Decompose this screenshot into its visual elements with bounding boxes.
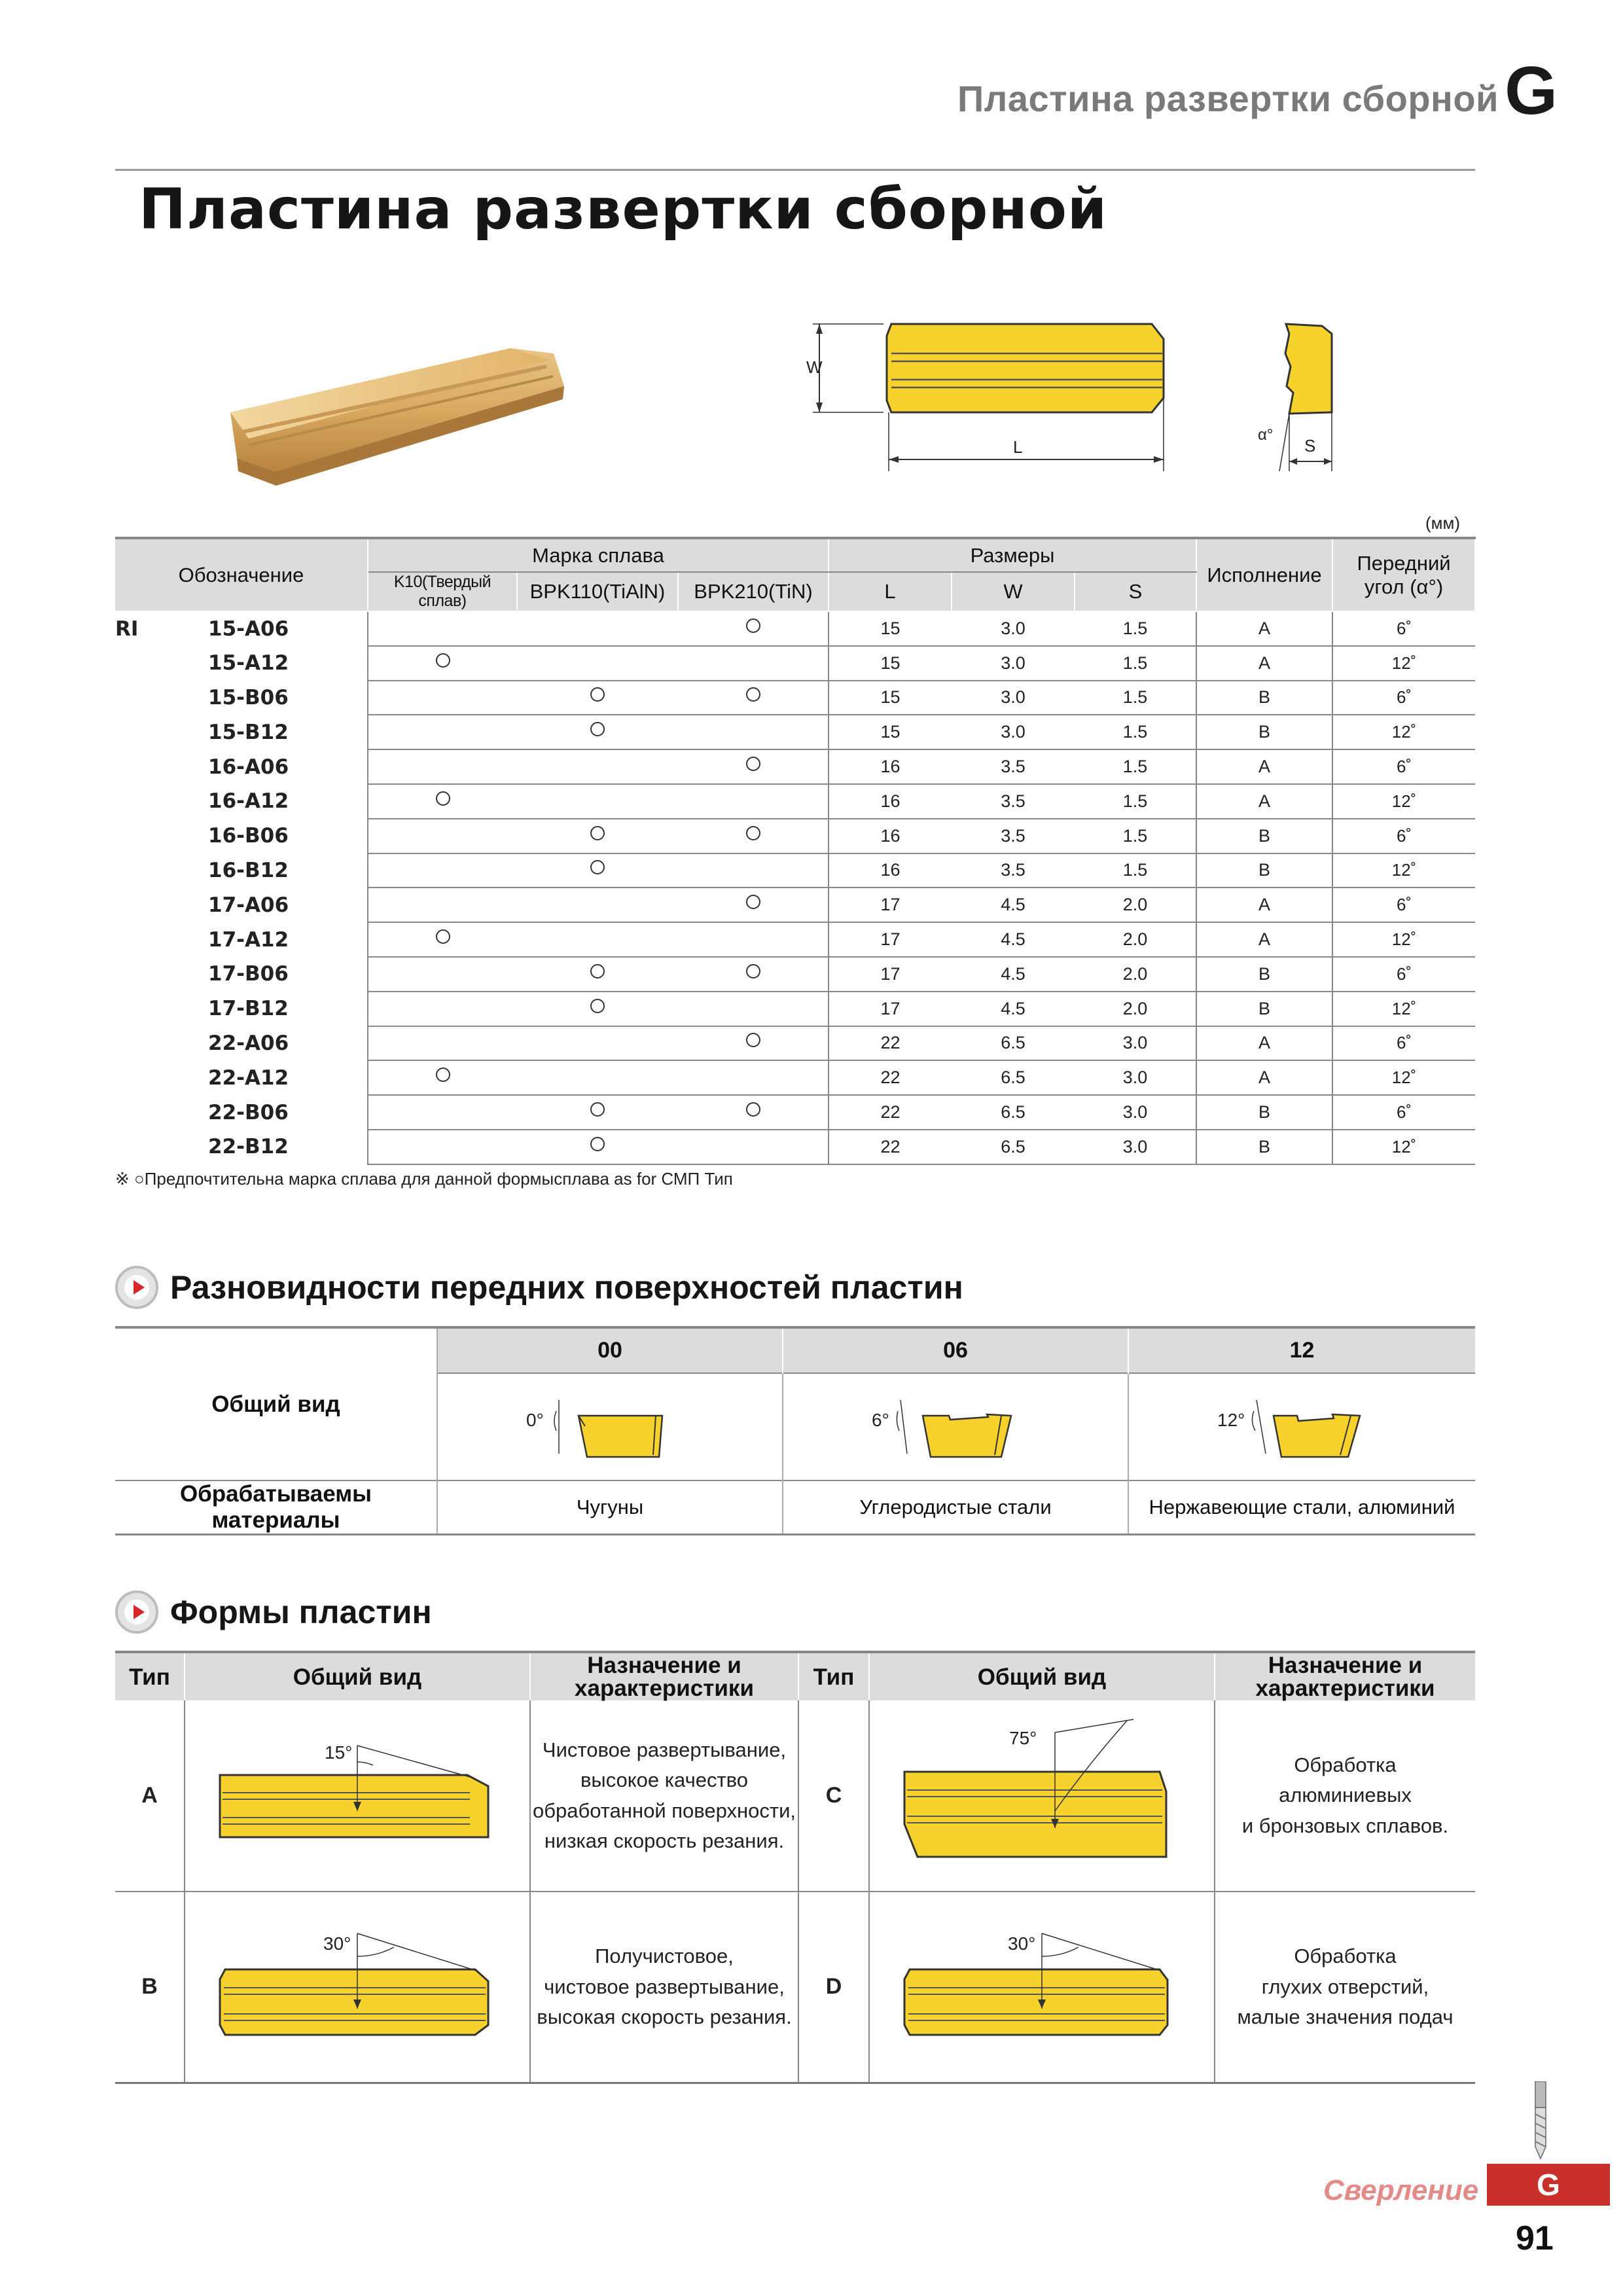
grade-210-cell xyxy=(678,957,829,992)
angle-cell: 6˚ xyxy=(1332,681,1475,715)
l-cell: 22 xyxy=(829,1026,952,1061)
availability-circle-icon xyxy=(590,964,605,978)
angle-cell: 6˚ xyxy=(1332,749,1475,784)
face-code-12: 12 xyxy=(1128,1327,1475,1373)
version-cell: A xyxy=(1196,1060,1332,1095)
play-bullet-icon xyxy=(115,1590,158,1634)
table-row xyxy=(115,853,1475,888)
code-cell: 17-B06 xyxy=(208,962,289,986)
col-w: W xyxy=(952,572,1075,611)
s-cell: 1.5 xyxy=(1075,784,1196,819)
angle-cell: 12˚ xyxy=(1332,922,1475,957)
shape-type-b: B xyxy=(115,1892,185,2083)
version-cell: A xyxy=(1196,888,1332,922)
availability-circle-icon xyxy=(746,687,760,702)
angle-cell: 6˚ xyxy=(1332,1026,1475,1061)
units-label: (мм) xyxy=(1425,513,1461,533)
grade-110-cell xyxy=(517,922,678,957)
shape-drawing-a xyxy=(185,1700,530,1892)
alpha-label: α° xyxy=(1258,426,1274,444)
grade-k10-cell xyxy=(368,784,517,819)
series-prefix: RI xyxy=(115,617,139,641)
l-cell: 17 xyxy=(829,992,952,1026)
svg-text:15°: 15° xyxy=(325,1742,353,1763)
availability-circle-icon xyxy=(746,757,760,771)
grade-110-cell xyxy=(517,957,678,992)
table-row xyxy=(115,1095,1475,1130)
col-s: S xyxy=(1075,572,1196,611)
grade-k10-cell xyxy=(368,853,517,888)
w-cell: 4.5 xyxy=(952,888,1075,922)
grade-k10-cell xyxy=(368,715,517,749)
version-cell: B xyxy=(1196,715,1332,749)
code-cell: 15-A12 xyxy=(208,651,289,675)
table-row xyxy=(115,819,1475,853)
availability-circle-icon xyxy=(746,826,760,840)
svg-text:30°: 30° xyxy=(323,1933,351,1954)
s-cell: 2.0 xyxy=(1075,922,1196,957)
table-row xyxy=(115,611,1475,646)
angle-cell: 12˚ xyxy=(1332,992,1475,1026)
grade-110-cell xyxy=(517,819,678,853)
shapes-section-heading xyxy=(115,1590,432,1634)
table-row xyxy=(115,922,1475,957)
face-drawing-12 xyxy=(1128,1373,1475,1480)
material-12: Нержавеющие стали, алюминий xyxy=(1128,1480,1475,1535)
header-divider xyxy=(115,169,1475,171)
code-cell: 16-A12 xyxy=(208,789,289,814)
s-label: S xyxy=(1304,436,1316,456)
availability-circle-icon xyxy=(746,1033,760,1047)
col-designation: Обозначение xyxy=(115,538,368,611)
grade-k10-cell xyxy=(368,1130,517,1164)
shapes-section-title: Формы пластин xyxy=(170,1594,432,1630)
s-cell: 3.0 xyxy=(1075,1026,1196,1061)
w-cell: 3.5 xyxy=(952,784,1075,819)
availability-circle-icon xyxy=(590,1137,605,1151)
grade-k10-cell xyxy=(368,1095,517,1130)
availability-circle-icon xyxy=(746,964,760,978)
svg-text:0°: 0° xyxy=(526,1410,544,1430)
grade-210-cell xyxy=(678,1095,829,1130)
version-cell: A xyxy=(1196,922,1332,957)
grade-210-cell xyxy=(678,611,829,646)
col-size-group: Размеры xyxy=(829,538,1196,572)
w-cell: 3.0 xyxy=(952,646,1075,681)
w-cell: 3.5 xyxy=(952,749,1075,784)
grade-210-cell xyxy=(678,1060,829,1095)
s-cell: 2.0 xyxy=(1075,957,1196,992)
angle-cell: 12˚ xyxy=(1332,1130,1475,1164)
s-cell: 1.5 xyxy=(1075,853,1196,888)
w-cell: 6.5 xyxy=(952,1095,1075,1130)
shape-drawing-c xyxy=(869,1700,1215,1892)
s-cell: 3.0 xyxy=(1075,1130,1196,1164)
table-row xyxy=(115,1130,1475,1164)
l-cell: 17 xyxy=(829,922,952,957)
insert-side-view-drawing xyxy=(1250,314,1348,478)
purpose-line: Чистовое развертывание, xyxy=(542,1738,787,1761)
angle-cell: 12˚ xyxy=(1332,1060,1475,1095)
grade-110-cell xyxy=(517,715,678,749)
l-cell: 15 xyxy=(829,715,952,749)
col-version: Исполнение xyxy=(1196,538,1332,611)
s-cell: 1.5 xyxy=(1075,611,1196,646)
grade-110-cell xyxy=(517,888,678,922)
shape-type-a: A xyxy=(115,1700,185,1892)
grade-k10-cell xyxy=(368,992,517,1026)
insert-photo xyxy=(223,340,576,497)
col-purpose-left: Назначение и характеристики xyxy=(530,1652,798,1700)
grade-k10-cell xyxy=(368,749,517,784)
table-row xyxy=(115,681,1475,715)
w-cell: 3.0 xyxy=(952,611,1075,646)
shape-type-c: C xyxy=(798,1700,869,1892)
availability-circle-icon xyxy=(590,826,605,840)
col-grade-110: BPK110(TiAlN) xyxy=(517,572,678,611)
grade-210-cell xyxy=(678,888,829,922)
view-row-label: Общий вид xyxy=(115,1327,437,1480)
table-row xyxy=(115,749,1475,784)
grade-210-cell xyxy=(678,922,829,957)
w-label: W xyxy=(806,357,823,377)
materials-row-label: Обрабатываемы материалы xyxy=(115,1480,437,1535)
svg-text:12°: 12° xyxy=(1217,1410,1245,1430)
grade-210-cell xyxy=(678,1130,829,1164)
angle-cell: 12˚ xyxy=(1332,646,1475,681)
shape-purpose-b xyxy=(530,1892,798,2083)
grade-210-cell xyxy=(678,749,829,784)
l-cell: 16 xyxy=(829,853,952,888)
s-cell: 1.5 xyxy=(1075,715,1196,749)
l-cell: 16 xyxy=(829,784,952,819)
table-row xyxy=(115,784,1475,819)
drill-icon xyxy=(1529,2081,1552,2160)
svg-text:30°: 30° xyxy=(1008,1933,1036,1954)
shape-type-d: D xyxy=(798,1892,869,2083)
page-title: Пластина развертки сборной xyxy=(139,177,1108,242)
material-06: Углеродистые стали xyxy=(783,1480,1128,1535)
availability-circle-icon xyxy=(436,929,450,944)
col-grade-k10: K10(Твердый сплав) xyxy=(368,572,517,611)
grade-note: ※ ○Предпочтительна марка сплава для данной формысплава as for СМП Тип xyxy=(115,1169,733,1189)
code-cell: 22-A12 xyxy=(208,1066,289,1090)
version-cell: A xyxy=(1196,1026,1332,1061)
section-title: Пластина развертки сборной xyxy=(957,78,1499,119)
face-code-06: 06 xyxy=(783,1327,1128,1373)
col-view-left: Общий вид xyxy=(185,1652,530,1700)
grade-110-cell xyxy=(517,853,678,888)
version-cell: B xyxy=(1196,681,1332,715)
w-cell: 3.0 xyxy=(952,681,1075,715)
grade-k10-cell xyxy=(368,1060,517,1095)
w-cell: 3.5 xyxy=(952,819,1075,853)
code-cell: 15-B06 xyxy=(208,685,289,709)
l-cell: 22 xyxy=(829,1060,952,1095)
l-cell: 15 xyxy=(829,611,952,646)
table-row xyxy=(115,646,1475,681)
version-cell: B xyxy=(1196,1130,1332,1164)
grade-110-cell xyxy=(517,681,678,715)
purpose-line: малые значения подач xyxy=(1237,2005,1454,2028)
version-cell: B xyxy=(1196,853,1332,888)
availability-circle-icon xyxy=(590,999,605,1013)
grade-210-cell xyxy=(678,853,829,888)
purpose-line: высокое качество xyxy=(580,1768,749,1791)
code-cell: 15-B12 xyxy=(208,720,289,744)
w-cell: 4.5 xyxy=(952,992,1075,1026)
col-type-left: Тип xyxy=(115,1652,185,1700)
availability-circle-icon xyxy=(436,791,450,806)
version-cell: B xyxy=(1196,1095,1332,1130)
availability-circle-icon xyxy=(590,860,605,874)
availability-circle-icon xyxy=(590,1102,605,1117)
shape-purpose-d xyxy=(1215,1892,1475,2083)
angle-cell: 6˚ xyxy=(1332,819,1475,853)
s-cell: 1.5 xyxy=(1075,819,1196,853)
code-cell: RI 15-A06 xyxy=(115,617,289,641)
availability-circle-icon xyxy=(590,687,605,702)
grade-k10-cell xyxy=(368,819,517,853)
w-cell: 3.5 xyxy=(952,853,1075,888)
grade-k10-cell xyxy=(368,957,517,992)
angle-cell: 6˚ xyxy=(1332,888,1475,922)
insert-dimension-drawing xyxy=(805,314,1185,471)
section-letter: G xyxy=(1505,53,1558,129)
shape-purpose-a xyxy=(530,1700,798,1892)
table-row xyxy=(115,1060,1475,1095)
s-cell: 1.5 xyxy=(1075,681,1196,715)
faces-section-heading xyxy=(115,1266,963,1309)
availability-circle-icon xyxy=(436,653,450,668)
grade-110-cell xyxy=(517,1095,678,1130)
l-label: L xyxy=(1013,437,1023,457)
col-angle: Передний угол (α°) xyxy=(1332,538,1475,611)
angle-cell: 6˚ xyxy=(1332,1095,1475,1130)
version-cell: A xyxy=(1196,611,1332,646)
w-cell: 4.5 xyxy=(952,922,1075,957)
insert-spec-table xyxy=(115,537,1476,1165)
version-cell: A xyxy=(1196,784,1332,819)
grade-210-cell xyxy=(678,819,829,853)
col-grade-group: Марка сплава xyxy=(368,538,829,572)
w-cell: 3.0 xyxy=(952,715,1075,749)
shape-drawing-d xyxy=(869,1892,1215,2083)
angle-cell: 12˚ xyxy=(1332,853,1475,888)
material-00: Чугуны xyxy=(437,1480,783,1535)
play-bullet-icon xyxy=(115,1266,158,1309)
availability-circle-icon xyxy=(746,619,760,633)
face-code-00: 00 xyxy=(437,1327,783,1373)
purpose-line: чистовое развертывание, xyxy=(544,1975,785,1998)
code-cell: 17-A06 xyxy=(208,893,289,917)
rake-face-table xyxy=(115,1326,1475,1535)
code-cell: 16-B06 xyxy=(208,824,289,848)
purpose-line: Обработка xyxy=(1294,1753,1397,1776)
grade-k10-cell xyxy=(368,1026,517,1061)
table-row xyxy=(115,957,1475,992)
col-l: L xyxy=(829,572,952,611)
purpose-line: низкая скорость резания. xyxy=(544,1829,785,1852)
page-number: 91 xyxy=(1516,2219,1554,2257)
col-purpose-right: Назначение и характеристики xyxy=(1215,1652,1475,1700)
l-cell: 22 xyxy=(829,1130,952,1164)
s-cell: 2.0 xyxy=(1075,992,1196,1026)
availability-circle-icon xyxy=(746,1102,760,1117)
purpose-line: Обработка xyxy=(1294,1945,1397,1967)
w-cell: 6.5 xyxy=(952,1026,1075,1061)
grade-110-cell xyxy=(517,784,678,819)
purpose-line: высокая скорость резания. xyxy=(537,2005,792,2028)
grade-110-cell xyxy=(517,646,678,681)
l-cell: 17 xyxy=(829,957,952,992)
footer-section-name: Сверление xyxy=(1323,2174,1479,2206)
grade-110-cell xyxy=(517,611,678,646)
version-cell: A xyxy=(1196,749,1332,784)
faces-section-title: Разновидности передних поверхностей пластин xyxy=(170,1269,963,1306)
svg-text:6°: 6° xyxy=(872,1410,889,1430)
grade-110-cell xyxy=(517,1026,678,1061)
angle-cell: 6˚ xyxy=(1332,957,1475,992)
code-cell: 22-B06 xyxy=(208,1100,289,1124)
grade-k10-cell xyxy=(368,646,517,681)
purpose-line: и бронзовых сплавов. xyxy=(1241,1814,1449,1837)
w-cell: 6.5 xyxy=(952,1130,1075,1164)
l-cell: 15 xyxy=(829,681,952,715)
l-cell: 15 xyxy=(829,646,952,681)
grade-210-cell xyxy=(678,992,829,1026)
grade-k10-cell xyxy=(368,681,517,715)
grade-210-cell xyxy=(678,1026,829,1061)
grade-k10-cell xyxy=(368,888,517,922)
version-cell: B xyxy=(1196,992,1332,1026)
angle-cell: 6˚ xyxy=(1332,611,1475,646)
insert-shapes-table xyxy=(115,1651,1475,2084)
version-cell: A xyxy=(1196,646,1332,681)
purpose-line: обработанной поверхности, xyxy=(532,1799,796,1822)
s-cell: 3.0 xyxy=(1075,1095,1196,1130)
l-cell: 17 xyxy=(829,888,952,922)
shape-purpose-c xyxy=(1215,1700,1475,1892)
angle-cell: 12˚ xyxy=(1332,784,1475,819)
availability-circle-icon xyxy=(746,895,760,909)
s-cell: 3.0 xyxy=(1075,1060,1196,1095)
s-cell: 2.0 xyxy=(1075,888,1196,922)
l-cell: 22 xyxy=(829,1095,952,1130)
w-cell: 4.5 xyxy=(952,957,1075,992)
code-cell: 22-A06 xyxy=(208,1031,289,1055)
purpose-line: Получистовое, xyxy=(595,1945,734,1967)
face-drawing-06 xyxy=(783,1373,1128,1480)
purpose-line: глухих отверстий, xyxy=(1261,1975,1429,1998)
table-row xyxy=(115,888,1475,922)
version-cell: B xyxy=(1196,957,1332,992)
grade-110-cell xyxy=(517,1060,678,1095)
table-row xyxy=(115,715,1475,749)
col-grade-210: BPK210(TiN) xyxy=(678,572,829,611)
code-cell: 17-B12 xyxy=(208,997,289,1021)
w-cell: 6.5 xyxy=(952,1060,1075,1095)
col-type-right: Тип xyxy=(798,1652,869,1700)
code-cell: 16-B12 xyxy=(208,858,289,882)
shape-drawing-b xyxy=(185,1892,530,2083)
availability-circle-icon xyxy=(590,722,605,736)
grade-110-cell xyxy=(517,992,678,1026)
angle-cell: 12˚ xyxy=(1332,715,1475,749)
grade-110-cell xyxy=(517,749,678,784)
code-cell: 16-A06 xyxy=(208,755,289,779)
grade-k10-cell xyxy=(368,611,517,646)
l-cell: 16 xyxy=(829,819,952,853)
grade-k10-cell xyxy=(368,922,517,957)
code-cell: 22-B12 xyxy=(208,1135,289,1159)
grade-210-cell xyxy=(678,715,829,749)
grade-210-cell xyxy=(678,784,829,819)
face-drawing-00 xyxy=(437,1373,783,1480)
version-cell: B xyxy=(1196,819,1332,853)
table-row xyxy=(115,992,1475,1026)
grade-210-cell xyxy=(678,646,829,681)
s-cell: 1.5 xyxy=(1075,749,1196,784)
grade-110-cell xyxy=(517,1130,678,1164)
availability-circle-icon xyxy=(436,1067,450,1082)
grade-210-cell xyxy=(678,681,829,715)
code-cell: 17-A12 xyxy=(208,927,289,952)
svg-text:75°: 75° xyxy=(1009,1727,1037,1748)
purpose-line: алюминиевых xyxy=(1279,1784,1412,1807)
col-view-right: Общий вид xyxy=(869,1652,1215,1700)
l-cell: 16 xyxy=(829,749,952,784)
footer-section-tab: G xyxy=(1487,2164,1610,2206)
table-row xyxy=(115,1026,1475,1061)
s-cell: 1.5 xyxy=(1075,646,1196,681)
